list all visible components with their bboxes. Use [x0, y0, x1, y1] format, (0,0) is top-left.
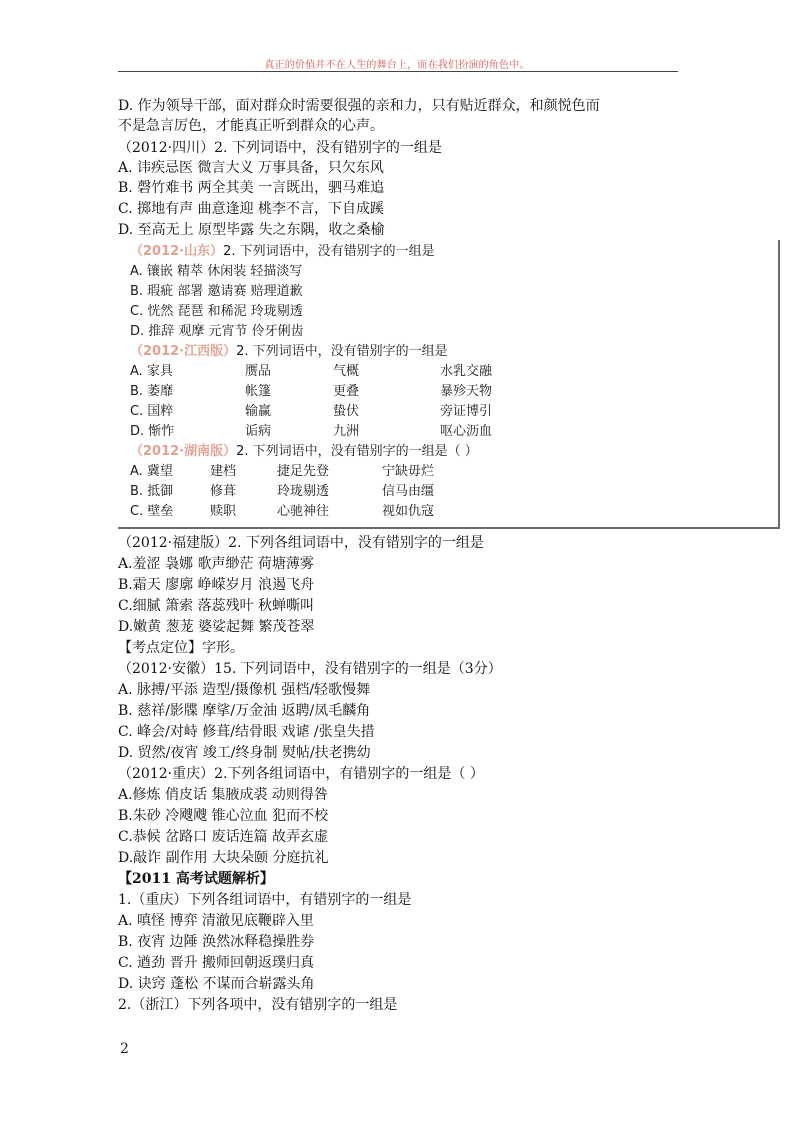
cell: 修葺: [210, 484, 237, 499]
sichuan-option-d: D. 至高无上 原型毕露 失之东隅，收之桑榆: [118, 222, 385, 238]
cell: 更叠: [333, 384, 360, 399]
chongqing-option-a: A.修炼 俏皮话 集腋成裘 动则得咎: [118, 787, 328, 803]
cell: 赝品: [245, 364, 272, 379]
fujian-option-a: A.羞涩 袅娜 歌声缈茫 荷塘薄雾: [118, 556, 314, 572]
scanned-image-box: [118, 240, 780, 529]
cell: 蛰伏: [333, 404, 360, 419]
scan-shandong-d: D. 推辞 观摩 元宵节 伶牙俐齿: [130, 324, 304, 339]
q2011-1-option-d: D. 诀窍 蓬松 不谋而合崭露头角: [118, 976, 315, 992]
cell: D. 惭怍: [130, 424, 175, 439]
cell: C. 壁垒: [130, 504, 174, 519]
fujian-option-c: C.细腻 箫索 落蕊残叶 秋蝉嘶叫: [118, 598, 315, 614]
cell: 视如仇寇: [382, 504, 435, 519]
cell: 捷足先登: [277, 464, 330, 479]
scan-tag-jiangxi: （2012·江西版）: [130, 344, 237, 359]
option-d-line-2: 不是急言厉色，才能真正听到群众的心声。: [118, 118, 384, 134]
cell: 帐篷: [245, 384, 272, 399]
cell: 心驰神往: [277, 504, 330, 519]
question-2011-2: 2.（浙江）下列各项中，没有错别字的一组是: [118, 997, 398, 1013]
scan-tag-shandong: （2012·山东）: [130, 244, 224, 259]
chongqing-option-b: B.朱砂 冷飕飕 锥心泣血 犯而不校: [118, 808, 329, 824]
fujian-option-d: D.嫩黄 葱茏 婆娑起舞 繁茂苍翠: [118, 619, 315, 635]
cell: 宁缺毋烂: [382, 464, 435, 479]
section-heading-2011: 【2011 高考试题解析】: [118, 871, 274, 887]
cell: B. 萎靡: [130, 384, 174, 399]
cell: 呕心沥血: [440, 424, 493, 439]
page-header-motto: 真正的价值并不在人生的舞台上，而在我们扮演的角色中。: [264, 60, 530, 71]
scan-shandong-a: A. 镶嵌 精萃 休闲装 轻描淡写: [130, 264, 303, 279]
q2011-1-option-a: A. 嗔怪 博弈 清澈见底鞭辟入里: [118, 913, 314, 929]
cell: A. 家具: [130, 364, 173, 379]
question-fujian: （2012·福建版）2. 下列各组词语中，没有错别字的一组是: [118, 535, 484, 551]
chongqing-option-c: C.恭候 岔路口 废话连篇 故弄玄虚: [118, 829, 329, 845]
q2011-1-option-c: C. 遒劲 晋升 搬师回朝返璞归真: [118, 955, 315, 971]
anhui-option-d: D. 贸然/夜宵 竣工/终身制 熨帖/扶老携幼: [118, 745, 371, 761]
option-d-line-1: D. 作为领导干部，面对群众时需要很强的亲和力，只有贴近群众，和颜悦色而: [118, 98, 600, 114]
cell: 赎职: [210, 504, 237, 519]
question-anhui: （2012·安徽）15. 下列词语中，没有错别字的一组是（3分）: [118, 661, 502, 677]
header-rule: [118, 71, 678, 72]
scan-shandong-c: C. 恍然 琵琶 和稀泥 玲珑剔透: [130, 304, 303, 319]
sichuan-option-a: A. 讳疾忌医 微言大义 万事具备，只欠东风: [118, 160, 384, 176]
anhui-option-a: A. 脉搏/平添 造型/摄像机 强档/轻歌慢舞: [118, 682, 371, 698]
anhui-option-b: B. 慈祥/影牒 摩挲/万金油 返聘/凤毛麟角: [118, 703, 371, 719]
cell: 暴殄天物: [440, 384, 493, 399]
cell: 信马由缰: [382, 484, 435, 499]
cell: 水乳交融: [440, 364, 493, 379]
sichuan-option-c: C. 掷地有声 曲意逢迎 桃李不言，下自成蹊: [118, 201, 385, 217]
cell: 气概: [333, 364, 360, 379]
cell: 建档: [210, 464, 237, 479]
anhui-option-c: C. 峰会/对峙 修葺/结骨眼 戏谑 /张皇失措: [118, 724, 375, 740]
cell: 旁证博引: [440, 404, 493, 419]
scan-question-hunan: [130, 442, 478, 462]
scan-text-jiangxi: 2. 下列词语中，没有错别字的一组是: [236, 344, 448, 359]
cell: A. 冀望: [130, 464, 173, 479]
cell: 输赢: [245, 404, 272, 419]
cell: 玲珑剔透: [277, 484, 330, 499]
question-chongqing: （2012·重庆）2.下列各组词语中，有错别字的一组是（ ）: [118, 766, 484, 782]
scan-text-hunan: 2. 下列词语中，没有错别字的一组是（ ）: [236, 444, 478, 459]
q2011-1-option-b: B. 夜宵 边陲 涣然冰释稳操胜券: [118, 934, 315, 950]
scan-shandong-b: B. 瑕疵 部署 邀请赛 赔理道歉: [130, 284, 303, 299]
question-2011-1: 1.（重庆）下列各组词语中，有错别字的一组是: [118, 892, 412, 908]
page-number: 2: [120, 1041, 129, 1057]
chongqing-option-d: D.敲诈 副作用 大块朵颐 分庭抗礼: [118, 850, 329, 866]
sichuan-option-b: B. 磬竹难书 两全其美 一言既出，驷马难追: [118, 180, 385, 196]
scan-question-shandong: [130, 242, 435, 262]
cell: 诟病: [245, 424, 272, 439]
question-sichuan: （2012·四川）2. 下列词语中，没有错别字的一组是: [118, 140, 442, 156]
kaodian-dingwei: 【考点定位】字形。: [118, 640, 244, 656]
scan-text-shandong: 2. 下列词语中，没有错别字的一组是: [223, 244, 435, 259]
cell: 九洲: [333, 424, 360, 439]
scan-question-jiangxi: [130, 342, 448, 362]
cell: B. 抵御: [130, 484, 174, 499]
fujian-option-b: B.霜天 廖廓 峥嵘岁月 浪遏飞舟: [118, 577, 315, 593]
scan-tag-hunan: （2012·湖南版）: [130, 444, 237, 459]
cell: C. 国粹: [130, 404, 174, 419]
